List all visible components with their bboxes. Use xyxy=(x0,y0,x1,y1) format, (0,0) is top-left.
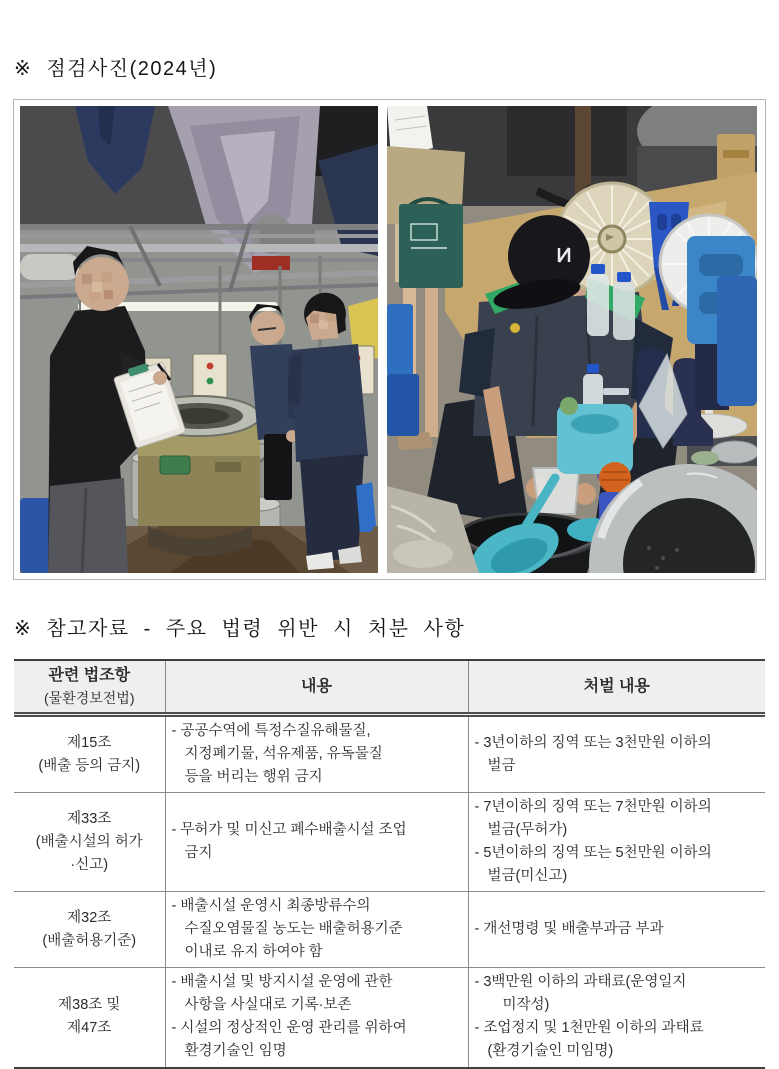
header-law-line2: (물환경보전법) xyxy=(44,690,135,706)
table-row xyxy=(14,793,765,892)
cell-line: 수질오염물질 농도는 배출허용기준 xyxy=(184,921,403,937)
header-penalty: 처벌 내용 xyxy=(468,660,765,715)
cell-line: - 개선명령 및 배출부과금 부과 xyxy=(474,921,664,937)
cell-line: 등을 버리는 행위 금지 xyxy=(184,769,323,785)
cell-line: - 3년이하의 징역 또는 3천만원 이하의 xyxy=(474,734,712,751)
law-cell xyxy=(14,892,165,968)
cell-line: 벌금(무허가) xyxy=(487,822,568,838)
cell-line: - 배출시설 및 방지시설 운영에 관한 xyxy=(171,974,393,991)
cell-line: 미작성) xyxy=(502,997,550,1014)
cell-line: 제38조 및 xyxy=(58,997,121,1014)
cell-line: 사항을 사실대로 기록·보존 xyxy=(184,997,352,1014)
cell-line: 제32조 xyxy=(67,909,112,926)
cell-line: (배출시설의 허가 xyxy=(35,833,143,850)
header-content: 내용 xyxy=(165,660,468,715)
section-title-reference: ※ 참고자료 - 주요 법령 위반 시 처분 사항 xyxy=(14,618,466,640)
cell-line: - 무허가 및 미신고 폐수배출시설 조업 xyxy=(171,822,407,838)
header-law-article xyxy=(14,660,165,715)
cell-line: 환경기술인 임명 xyxy=(184,1043,287,1060)
penalty-cell xyxy=(468,892,765,968)
table-row xyxy=(14,968,765,1068)
inspection-photo-right xyxy=(387,106,757,573)
penalty-cell xyxy=(468,715,765,793)
content-cell xyxy=(165,892,468,968)
cell-line: 지정폐기물, 석유제품, 유독물질 xyxy=(184,746,383,762)
header-law-line1: 관련 법조항 xyxy=(48,667,131,684)
content-cell xyxy=(165,715,468,793)
cell-line: 벌금 xyxy=(487,757,516,774)
law-cell xyxy=(14,968,165,1068)
teal-tote-bag xyxy=(399,199,463,288)
cell-line: (배출 등의 금지) xyxy=(38,757,141,774)
penalty-cell xyxy=(468,793,765,892)
cell-line: - 배출시설 운영시 최종방류수의 xyxy=(171,898,371,914)
cell-line: - 시설의 정상적인 운영 관리를 위하여 xyxy=(171,1020,407,1037)
cell-line: 제15조 xyxy=(67,734,112,751)
table-header-row xyxy=(14,660,765,715)
content-cell xyxy=(165,968,468,1068)
cell-line: 벌금(미신고) xyxy=(487,868,568,884)
penalty-table xyxy=(14,659,765,1069)
cell-line: 제33조 xyxy=(67,810,112,827)
cell-line: - 3백만원 이하의 과태료(운영일지 xyxy=(474,974,687,991)
photo-panel xyxy=(13,99,766,580)
cell-line: 금지 xyxy=(184,845,213,861)
inspection-photo-left xyxy=(20,106,378,573)
cell-line: (배출허용기준) xyxy=(42,932,137,949)
law-cell xyxy=(14,793,165,892)
cell-line: - 공공수역에 특정수질유해물질, xyxy=(171,723,371,739)
table-row xyxy=(14,892,765,968)
cell-line: - 7년이하의 징역 또는 7천만원 이하의 xyxy=(474,799,712,815)
table-row xyxy=(14,715,765,793)
cell-line: - 조업정지 및 1천만원 이하의 과태료 xyxy=(474,1020,704,1037)
section-title-inspection-photos: ※ 점검사진(2024년) xyxy=(14,58,218,80)
penalty-cell xyxy=(468,968,765,1068)
cell-line: 이내로 유지 하여야 함 xyxy=(184,944,323,960)
cell-line: 제47조 xyxy=(67,1020,112,1037)
content-cell xyxy=(165,793,468,892)
cell-line: ·신고) xyxy=(70,856,109,873)
cell-line: (환경기술인 미임명) xyxy=(487,1043,614,1060)
law-cell xyxy=(14,715,165,793)
cell-line: - 5년이하의 징역 또는 5천만원 이하의 xyxy=(474,845,712,861)
